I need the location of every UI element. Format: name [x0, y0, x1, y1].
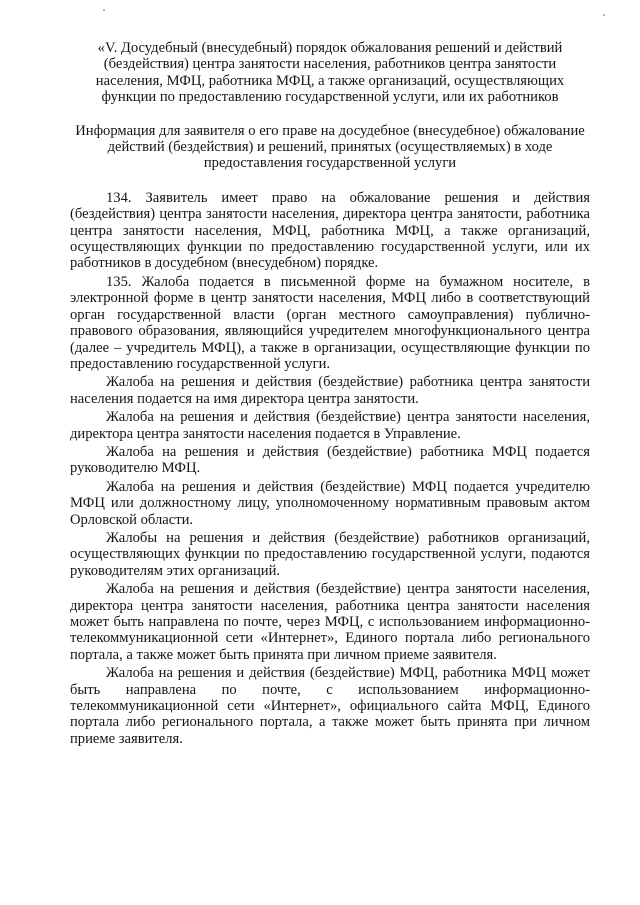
paragraph: Жалоба на решения и действия (бездействие) работника центра занятости населения подается на имя директора центра занятости.	[70, 374, 590, 407]
paragraph: Жалоба на решения и действия (бездействие) работника МФЦ подается руководителю МФЦ.	[70, 443, 590, 477]
paragraph: Жалоба на решения и действия (бездействие) МФЦ подается учредителю МФЦ или должностному лицу, уполномоченному нормативным правовым актом Орловской области.	[70, 478, 590, 528]
paragraph-135: 135. Жалоба подается в письменной форме на бумажном носителе, в электронной форме в центр занятости населения, МФЦ либо в соответствующий орган государственной власти (орган местного самоуправления) публично-правового образования, являющийся учредителем многофункционального центра (далее – учредитель МФЦ), а также в организации, осуществляющие функции по предоставлению государственной услуги.	[70, 273, 590, 372]
scan-speck	[103, 9, 105, 11]
paragraph: Жалоба на решения и действия (бездействие) центра занятости населения, директора центра занятости населения подается в Управление.	[70, 409, 590, 442]
section-heading: «V. Досудебный (внесудебный) порядок обжалования решений и действий (бездействия) центра занятости населения, работников центра занятости населения, МФЦ, работника МФЦ, а также организаций, осуществляющих функции по предоставлению государственной услуги, или их работников	[95, 40, 565, 106]
paragraph: Жалобы на решения и действия (бездействие) работников организаций, осуществляющих функции по предоставлению государственной услуги, подаются руководителям этих организаций.	[70, 529, 590, 579]
paragraph: Жалоба на решения и действия (бездействие) МФЦ, работника МФЦ может быть направлена по почте, с использованием информационно-телекоммуникационной сети «Интернет», официального сайта МФЦ, Единого портала либо регионального портала, а также может быть принята при личном приеме заявителя.	[70, 665, 590, 747]
paragraph: Жалоба на решения и действия (бездействие) центра занятости населения, директора центра занятости населения, работника центра занятости населения может быть направлена по почте, через МФЦ, с использованием информационно-телекоммуникационной сети «Интернет», Единого портала либо регионального портала, а также может быть принята при личном приеме заявителя.	[70, 581, 590, 663]
document-page	[70, 40, 590, 749]
subsection-heading: Информация для заявителя о его праве на досудебное (внесудебное) обжалование действий (бездействия) и решений, принятых (осуществляемых) в ходе предоставления государственной услуги	[75, 122, 585, 172]
paragraph-134: 134. Заявитель имеет право на обжалование решения и действия (бездействия) центра занятости населения, директора центра занятости, работника центра занятости населения, МФЦ, работника МФЦ, а также организаций, осуществляющих функции по предоставлению государственной услуги, или их работников в досудебном (внесудебном) порядке.	[70, 189, 590, 272]
scan-speck	[603, 14, 605, 16]
